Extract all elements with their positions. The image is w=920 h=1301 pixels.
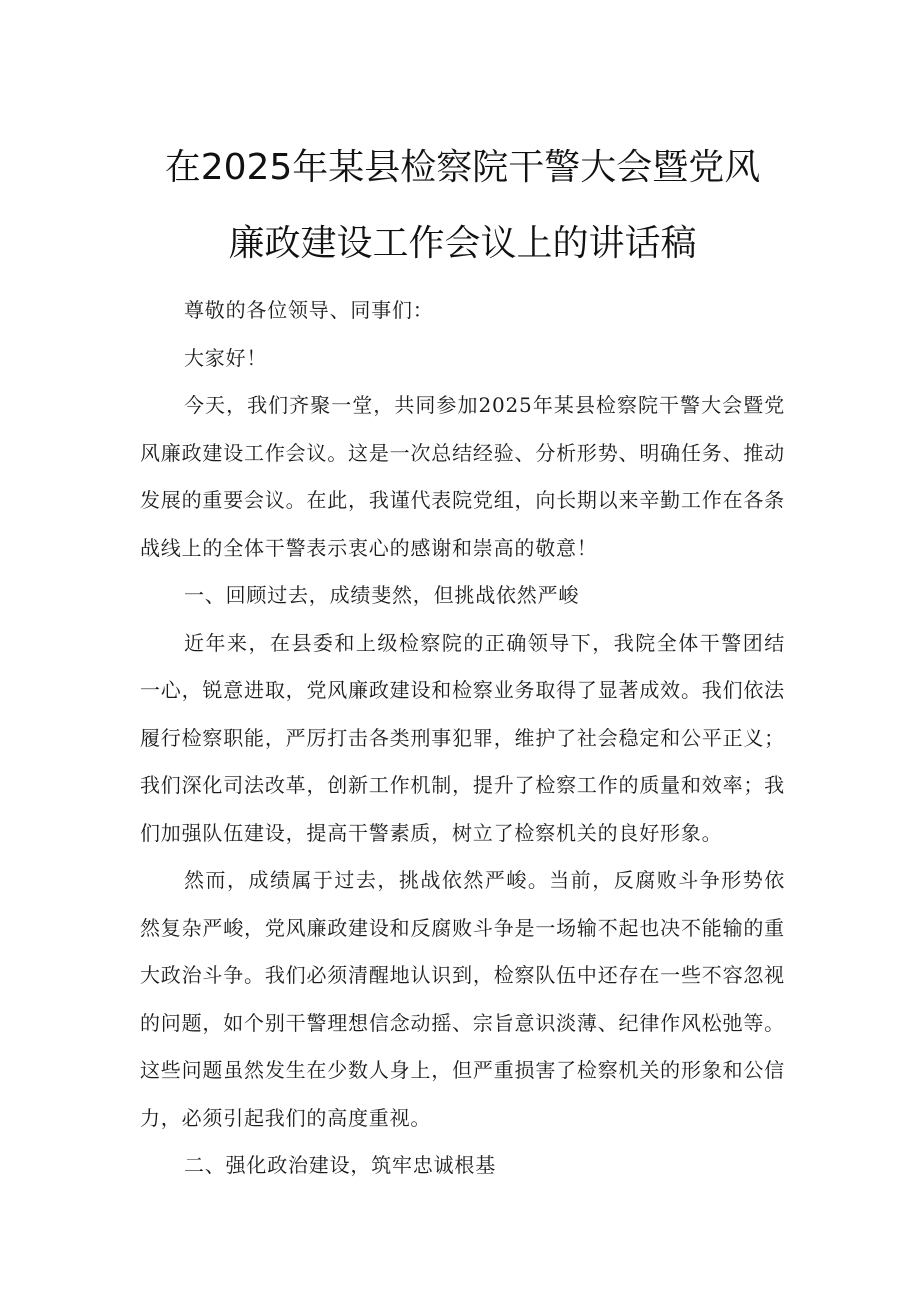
section-heading-2: 二、强化政治建设，筑牢忠诚根基 bbox=[184, 1153, 496, 1177]
document-title-line-1: 在2025年某县检察院干警大会暨党风 bbox=[164, 147, 761, 188]
section-heading-1: 一、回顾过去，成绩斐然，但挑战依然严峻 bbox=[184, 583, 580, 607]
opening-paragraph: 今天，我们齐聚一堂，共同参加2025年某县检察院干警大会暨党风廉政建设工作会议。这是一次总结经验、分析形势、明确任务、推动发展的重要会议。在此，我谨代表院党组，向长期以来辛勤工作在各条战线上的全体干警表示衷心的感谢和崇高的敬意！ bbox=[140, 393, 785, 560]
document-title-line-2: 廉政建设工作会议上的讲话稿 bbox=[228, 223, 697, 264]
greeting: 大家好！ bbox=[184, 345, 268, 370]
document-body bbox=[140, 287, 785, 1190]
body-paragraph: 近年来，在县委和上级检察院的正确领导下，我院全体干警团结一心，锐意进取，党风廉政建设和检察业务取得了显著成效。我们依法履行检察职能，严厉打击各类刑事犯罪，维护了社会稳定和公平正义；我们深化司法改革，创新工作机制，提升了检察工作的质量和效率；我们加强队伍建设，提高干警素质，树立了检察机关的良好形象。 bbox=[140, 630, 785, 845]
body-paragraph: 然而，成绩属于过去，挑战依然严峻。当前，反腐败斗争形势依然复杂严峻，党风廉政建设和反腐败斗争是一场输不起也决不能输的重大政治斗争。我们必须清醒地认识到，检察队伍中还存在一些不容忽视的问题，如个别干警理想信念动摇、宗旨意识淡薄、纪律作风松弛等。这些问题虽然发生在少数人身上，但严重损害了检察机关的形象和公信力，必须引起我们的高度重视。 bbox=[140, 868, 785, 1130]
salutation: 尊敬的各位领导、同事们： bbox=[184, 298, 434, 322]
